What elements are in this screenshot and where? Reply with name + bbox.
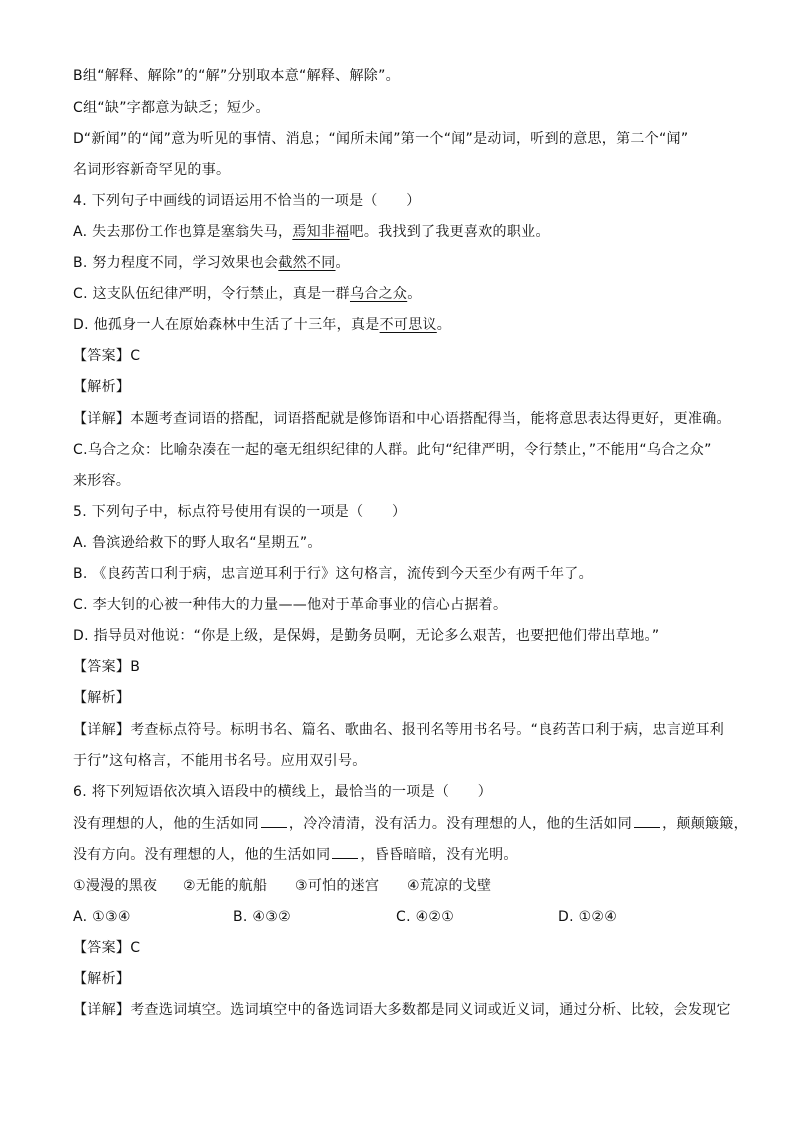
passage-text: 没有理想的人，他的生活如同: [73, 816, 259, 832]
detail-5-line-2: 于行”这句格言，不能用书名号。应用双引号。: [73, 753, 367, 769]
question-6-option-d: D. ①②④: [558, 909, 618, 925]
explanation-line-d: D“新闻”的“闻”意为听见的事情、消息；“闻所未闻”第一个“闻”是动词，听到的意思，第二个“闻”: [73, 131, 689, 147]
phrase-item: ①漫漫的黑夜: [73, 878, 158, 894]
fill-blank: [332, 844, 358, 859]
question-6-passage-line-1: [73, 813, 748, 834]
question-4-stem: 4. 下列句子中画线的词语运用不恰当的一项是（ ）: [73, 193, 421, 209]
option-text: D. 他孤身一人在原始森林中生活了十三年，真是: [73, 317, 380, 333]
underlined-term: 焉知非福: [292, 224, 350, 240]
explanation-line-b: B组“解释、解除”的“解”分别取本意“解释、解除”。: [73, 68, 400, 84]
question-4-option-b: [73, 253, 350, 273]
phrase-item: ④荒凉的戈壁: [407, 878, 492, 894]
option-text: B. 努力程度不同，学习效果也会: [73, 255, 279, 271]
question-5-option-d: D. 指导员对他说：“你是上级，是保姆，是勤务员啊，无论多么艰苦，也要把他们带出草地。”: [73, 628, 660, 644]
analysis-4-label: 【解析】: [73, 379, 131, 395]
answer-6: 【答案】C: [73, 940, 141, 956]
detail-4-line-2: C.乌合之众：比喻杂凑在一起的毫无组织纪律的人群。此句“纪律严明，令行禁止，”不能用“乌合之众”: [73, 442, 712, 458]
answer-4: 【答案】C: [73, 348, 141, 364]
phrase-item: ③可怕的迷宫: [295, 878, 380, 894]
underlined-term: 截然不同: [278, 255, 336, 271]
explanation-line-d-cont: 名词形容新奇罕见的事。: [73, 162, 231, 178]
answer-5: 【答案】B: [73, 659, 141, 675]
underlined-term: 不可思议: [379, 317, 437, 333]
question-6-passage-line-2: [73, 844, 518, 865]
option-text: A. 失去那份工作也算是塞翁失马，: [73, 224, 293, 240]
question-6-option-b: B. ④③②: [233, 909, 291, 925]
detail-4-line-1: 【详解】本题考查词语的搭配，词语搭配就是修饰语和中心语搭配得当，能将意思表达得更好，更准确。: [73, 411, 731, 427]
detail-6-line-1: 【详解】考查选词填空。选词填空中的备选词语大多数都是同义词或近义词，通过分析、比较，会发现它: [73, 1002, 731, 1018]
question-5-option-c: C. 李大钊的心被一种伟大的力量——他对于革命事业的信心占据着。: [73, 597, 508, 613]
question-5-option-b: B. 《良药苦口利于病，忠言逆耳利于行》这句格言，流传到今天至少有两千年了。: [73, 566, 593, 582]
question-4-option-c: [73, 284, 422, 304]
question-4-option-a: [73, 222, 550, 242]
fill-blank: [261, 813, 287, 828]
question-6-options: [73, 907, 733, 927]
option-text: 。: [407, 286, 422, 302]
passage-text: 没有方向。没有理想的人，他的生活如同: [73, 847, 331, 863]
passage-text: ，颠颠簸簸，: [662, 816, 748, 832]
detail-4-line-3: 来形容。: [73, 473, 131, 489]
question-5-option-a: A. 鲁滨逊给救下的野人取名“星期五”。: [73, 535, 322, 551]
explanation-line-c: C组“缺”字都意为缺乏；短少。: [73, 100, 270, 116]
passage-text: ，昏昏暗暗，没有光明。: [360, 847, 518, 863]
question-4-option-d: [73, 315, 451, 335]
phrase-item: ②无能的航船: [183, 878, 268, 894]
passage-text: ，冷冷清清，没有活力。没有理想的人，他的生活如同: [288, 816, 633, 832]
question-6-phrase-list: [73, 876, 733, 896]
option-text: 。: [335, 255, 350, 271]
fill-blank: [634, 813, 660, 828]
detail-5-line-1: 【详解】考查标点符号。标明书名、篇名、歌曲名、报刊名等用书名号。“良药苦口利于病，忠言逆耳利: [73, 722, 725, 738]
option-text: C. 这支队伍纪律严明，令行禁止，真是一群: [73, 286, 350, 302]
option-text: 吧。我找到了我更喜欢的职业。: [349, 224, 550, 240]
option-text: 。: [436, 317, 452, 333]
question-5-stem: 5. 下列句子中，标点符号使用有误的一项是（ ）: [73, 504, 407, 520]
analysis-6-label: 【解析】: [73, 971, 131, 987]
question-6-stem: 6. 将下列短语依次填入语段中的横线上，最恰当的一项是（ ）: [73, 784, 493, 800]
analysis-5-label: 【解析】: [73, 690, 131, 706]
question-6-option-c: C. ④②①: [396, 909, 455, 925]
underlined-term: 乌合之众: [349, 286, 408, 302]
question-6-option-a: A. ①③④: [73, 909, 131, 925]
